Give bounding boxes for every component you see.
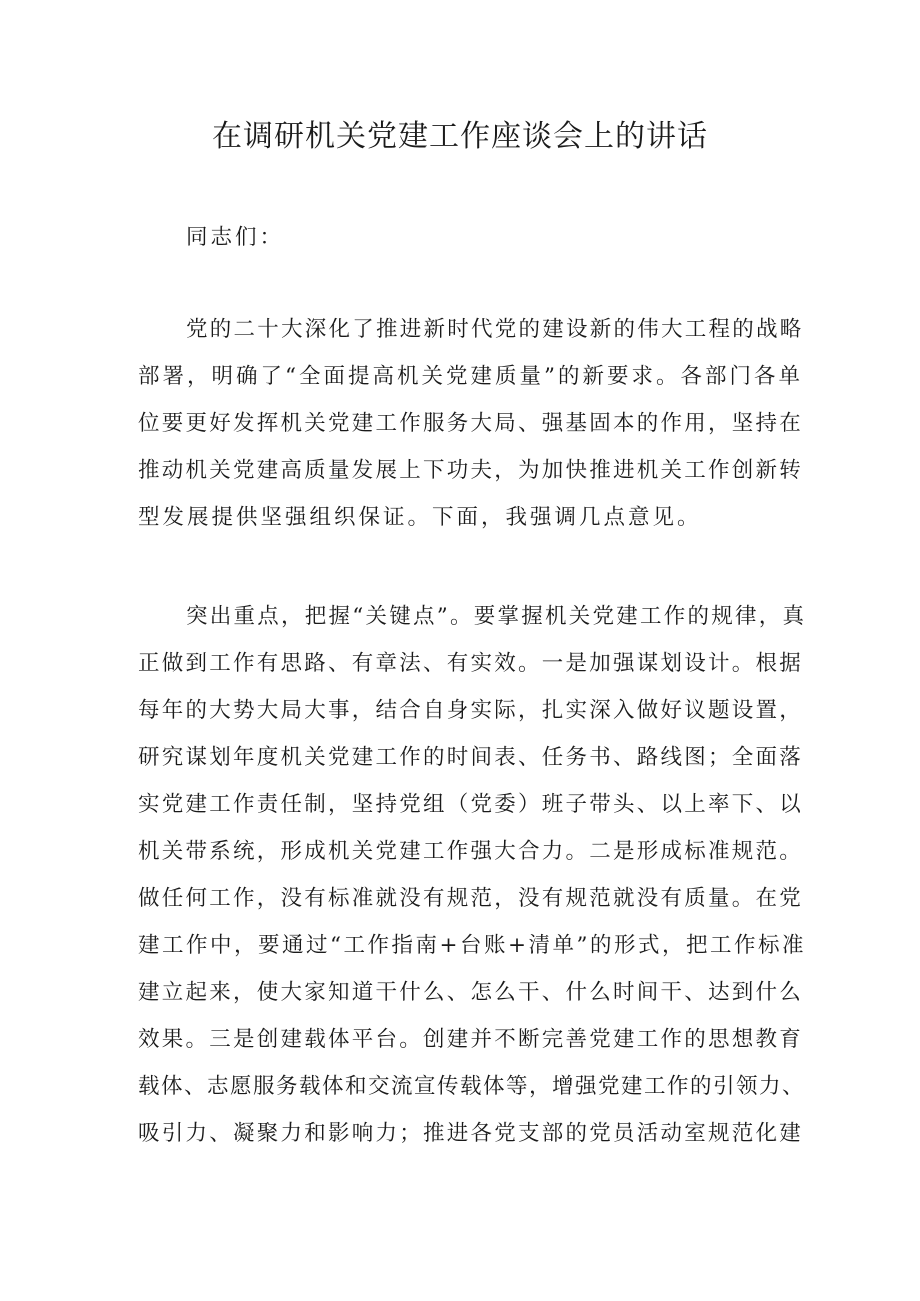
paragraph-1-line-2: 部署，明确了“全面提高机关党建质量”的新要求。各部门各单 [138, 364, 803, 389]
paragraph-2-line-1: 突出重点，把握“关键点”。要掌握机关党建工作的规律，真 [186, 604, 807, 629]
paragraph-2-line-9: 建立起来，使大家知道干什么、怎么干、什么时间干、达到什么 [138, 980, 804, 1005]
document-title: 在调研机关党建工作座谈会上的讲话 [212, 119, 708, 154]
paragraph-2-line-2: 正做到工作有思路、有章法、有实效。一是加强谋划设计。根据 [138, 651, 804, 676]
paragraph-2-line-6: 机关带系统，形成机关党建工作强大合力。二是形成标准规范。 [138, 839, 804, 864]
paragraph-1-line-3: 位要更好发挥机关党建工作服务大局、强基固本的作用，坚持在 [138, 411, 804, 436]
paragraph-2-line-11: 载体、志愿服务载体和交流宣传载体等，增强党建工作的引领力、 [138, 1074, 806, 1099]
paragraph-1-line-4: 推动机关党建高质量发展上下功夫，为加快推进机关工作创新转 [138, 458, 804, 483]
paragraph-2-line-7: 做任何工作，没有标准就没有规范，没有规范就没有质量。在党 [138, 886, 804, 911]
paragraph-2-line-4: 研究谋划年度机关党建工作的时间表、任务书、路线图；全面落 [138, 745, 804, 770]
salutation: 同志们： [186, 225, 285, 250]
paragraph-1-line-1: 党的二十大深化了推进新时代党的建设新的伟大工程的战略 [186, 317, 804, 342]
paragraph-2-line-10: 效果。三是创建载体平台。创建并不断完善党建工作的思想教育 [138, 1027, 804, 1052]
paragraph-2-line-8: 建工作中，要通过“工作指南+台账+清单”的形式，把工作标准 [138, 933, 807, 958]
paragraph-2-line-5: 实党建工作责任制，坚持党组（党委）班子带头、以上率下、以 [138, 792, 804, 817]
paragraph-1-line-5: 型发展提供坚强组织保证。下面，我强调几点意见。 [138, 505, 702, 530]
paragraph-2-line-3: 每年的大势大局大事，结合自身实际，扎实深入做好议题设置， [138, 698, 804, 723]
paragraph-2-line-12: 吸引力、凝聚力和影响力；推进各党支部的党员活动室规范化建 [138, 1121, 804, 1146]
